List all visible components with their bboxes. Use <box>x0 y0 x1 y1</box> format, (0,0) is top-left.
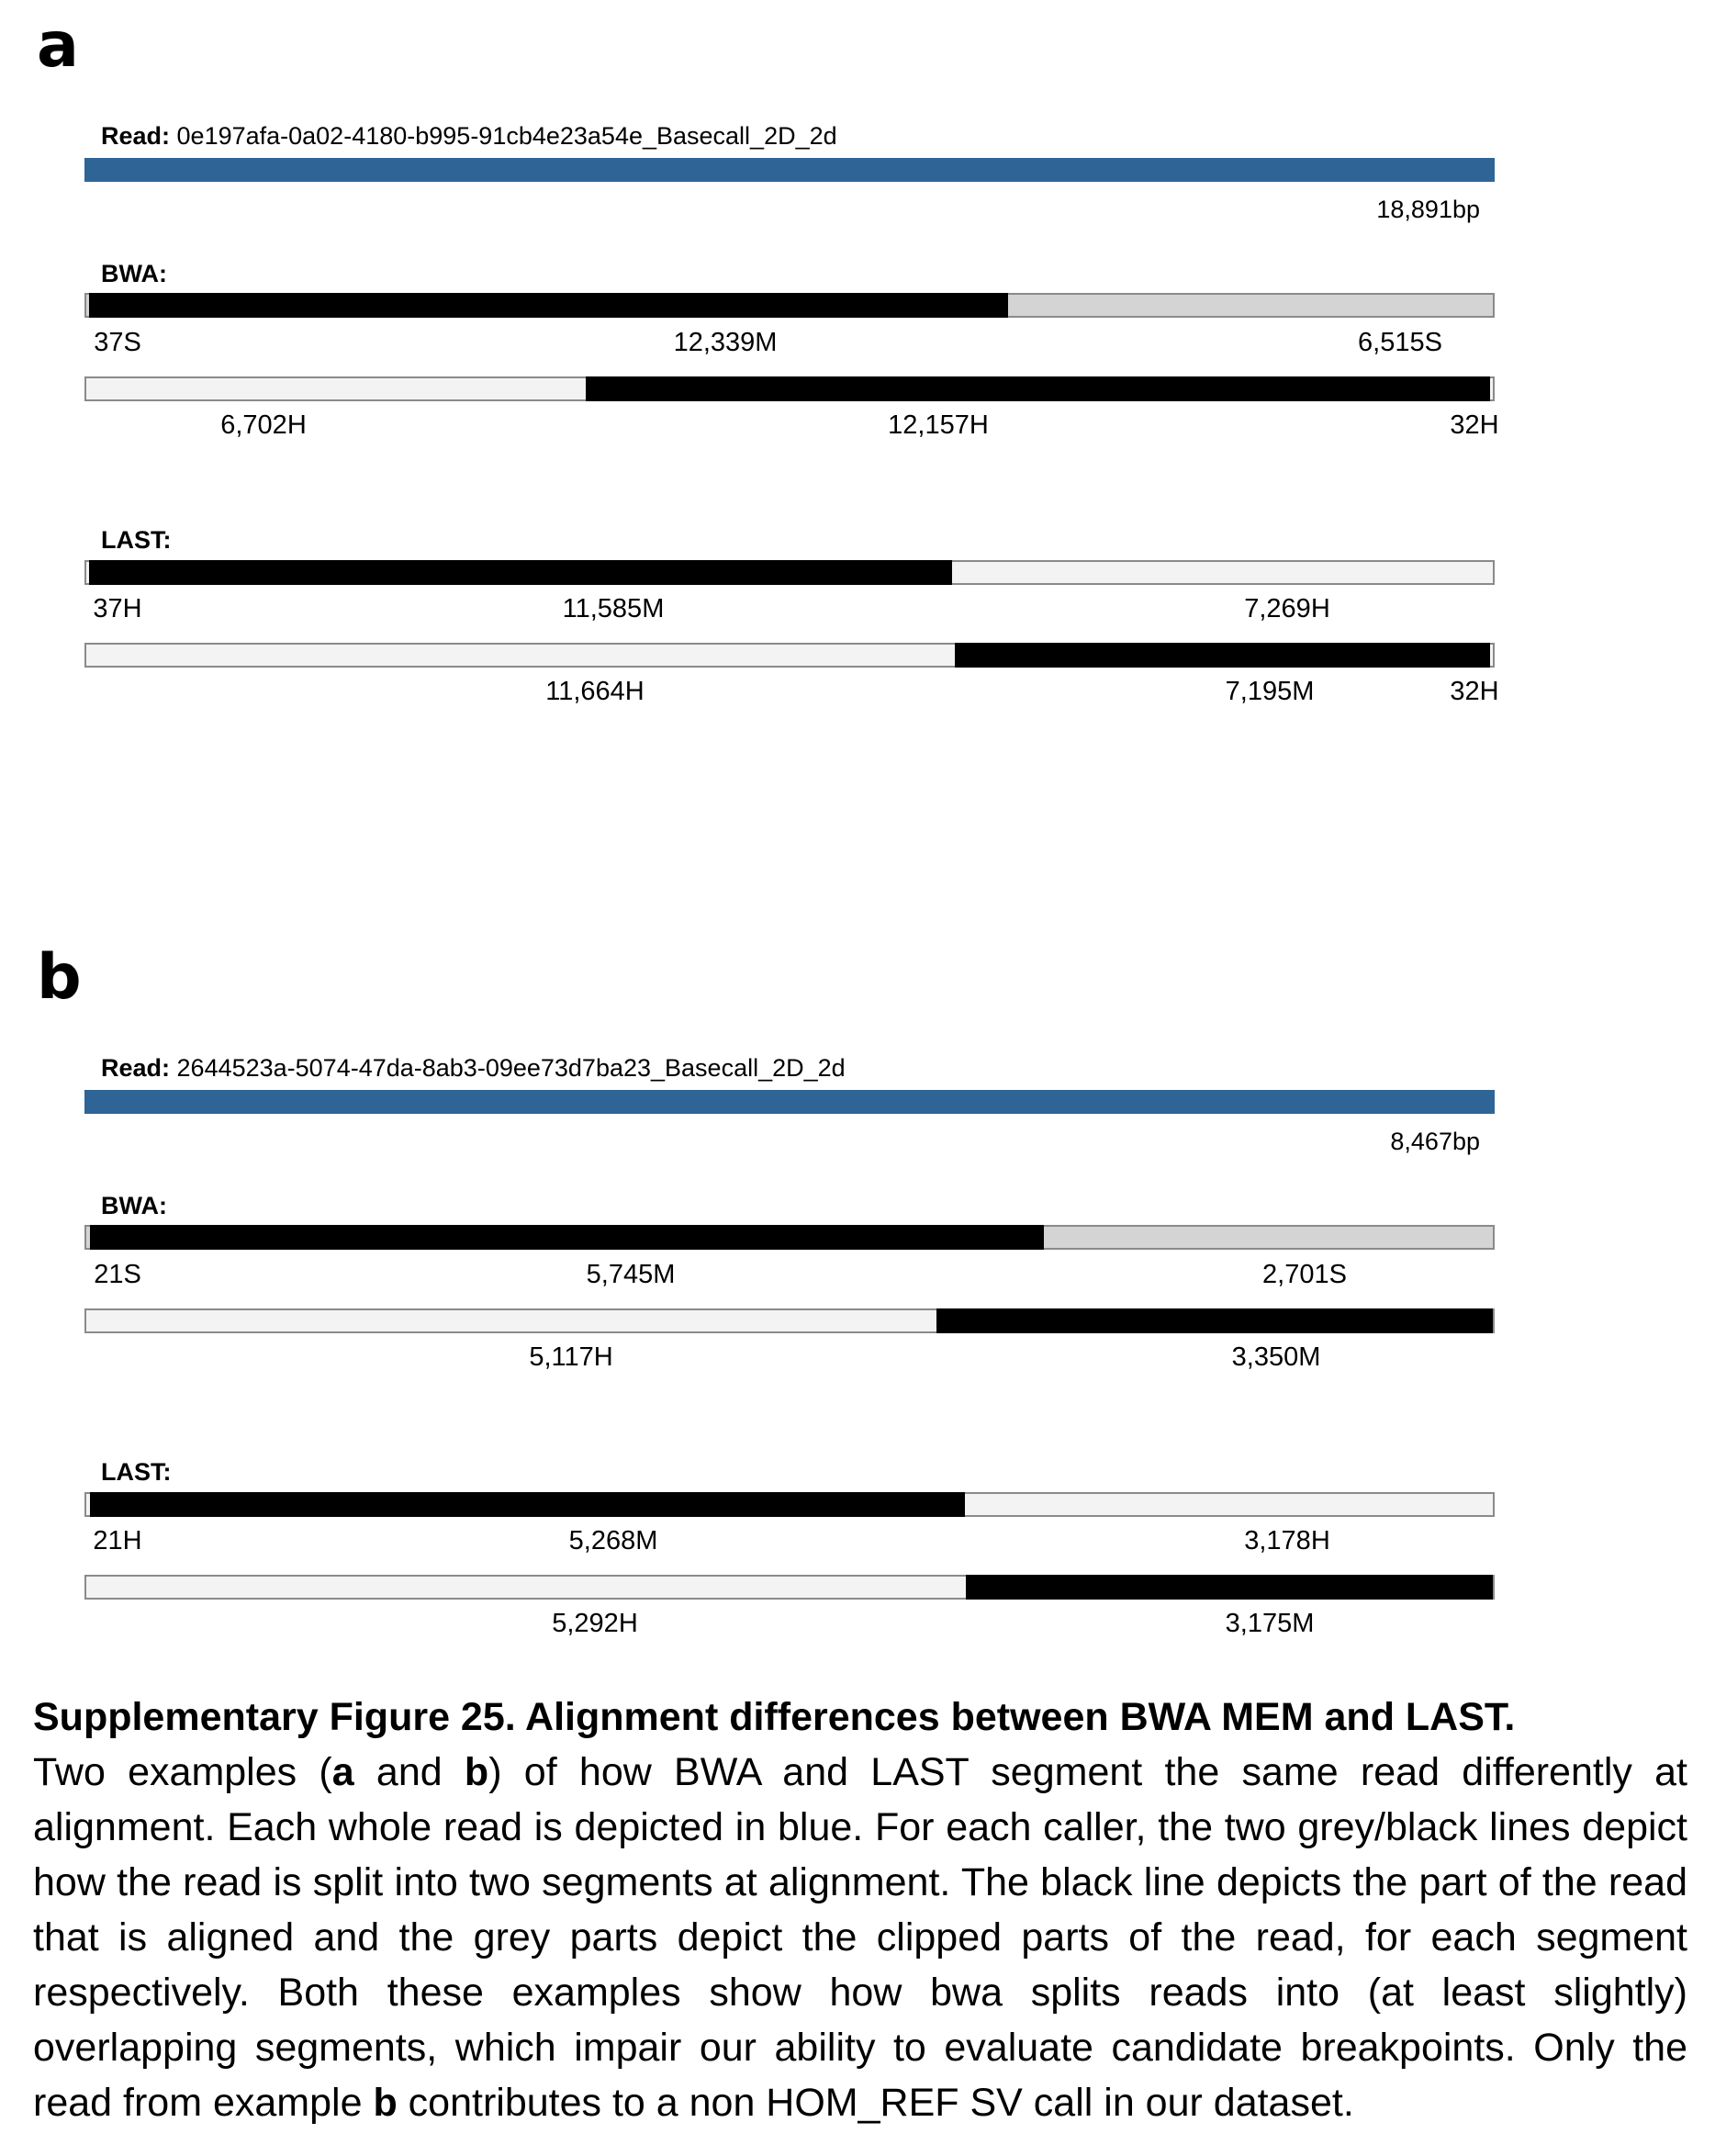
segment-label: 11,664H <box>545 677 645 706</box>
segment-track <box>84 1492 1495 1517</box>
read-id: 2644523a-5074-47da-8ab3-09ee73d7ba23_Basecall_2D_2d <box>176 1054 846 1082</box>
segment-label: 3,178H <box>1244 1526 1330 1555</box>
read-length: 8,467bp <box>1390 1128 1480 1155</box>
caller-label-last: LAST: <box>101 1458 172 1486</box>
read-label: Read: <box>101 1054 171 1082</box>
segment-label: 37H <box>93 594 142 623</box>
segment-label: 21S <box>94 1260 141 1289</box>
read-bar <box>84 1090 1495 1114</box>
soft-clip-segment <box>1044 1227 1493 1248</box>
hard-clip-segment <box>86 645 955 666</box>
read-label: Read: <box>101 122 171 150</box>
segment-label: 7,195M <box>1225 677 1315 706</box>
aligned-segment <box>89 293 1008 318</box>
segment-label: 12,339M <box>673 328 778 357</box>
caption-title: Supplementary Figure 25. Alignment differences between BWA MEM and LAST. <box>33 1695 1516 1739</box>
segment-track <box>84 1308 1495 1333</box>
segment-track <box>84 1225 1495 1250</box>
caller-label-bwa: BWA: <box>101 1192 167 1219</box>
segment-label: 37S <box>94 328 141 357</box>
panel-letter-a: a <box>37 9 79 82</box>
segment-track <box>84 376 1495 401</box>
hard-clip-segment <box>1490 378 1493 399</box>
segment-label: 2,701S <box>1262 1260 1347 1289</box>
segment-label: 5,117H <box>529 1342 613 1372</box>
panel-letter-b: b <box>37 941 82 1014</box>
segment-label: 32H <box>1450 677 1499 706</box>
figure-caption <box>33 1690 1687 2130</box>
hard-clip-segment <box>952 562 1493 583</box>
segment-label: 3,350M <box>1231 1342 1321 1372</box>
aligned-segment <box>89 560 952 585</box>
read-length: 18,891bp <box>1376 196 1480 223</box>
caller-label-last: LAST: <box>101 526 172 554</box>
soft-clip-segment <box>1008 295 1493 316</box>
aligned-segment <box>955 643 1490 668</box>
segment-label: 3,175M <box>1225 1609 1315 1638</box>
hard-clip-segment <box>1490 645 1493 666</box>
caller-label-bwa: BWA: <box>101 260 167 287</box>
aligned-segment <box>90 1225 1044 1250</box>
segment-track <box>84 643 1495 668</box>
hard-clip-segment <box>965 1494 1493 1515</box>
segment-track <box>84 560 1495 585</box>
segment-label: 11,585M <box>562 594 665 623</box>
aligned-segment <box>966 1575 1493 1600</box>
segment-label: 21H <box>93 1526 142 1555</box>
segment-label: 6,702H <box>220 410 307 440</box>
segment-label: 6,515S <box>1358 328 1442 357</box>
hard-clip-segment <box>86 1577 966 1598</box>
aligned-segment <box>936 1308 1493 1333</box>
aligned-segment <box>90 1492 965 1517</box>
segment-label: 12,157H <box>888 410 989 440</box>
segment-track <box>84 1575 1495 1600</box>
aligned-segment <box>586 376 1491 401</box>
read-id-line-b <box>101 1054 846 1083</box>
read-bar <box>84 158 1495 182</box>
segment-label: 5,745M <box>586 1260 676 1289</box>
hard-clip-segment <box>86 1310 936 1331</box>
segment-label: 5,292H <box>552 1609 638 1638</box>
caption-body: Two examples (a and b) of how BWA and LAST segment the same read differently at alignment. Each whole read is depicted in blue. For each caller, the two grey/black lines depict how the read is split into two segments at alignment. The black line depicts the part of the read that is aligned and the grey parts depict the clipped parts of the read, for each segment respectively. Both these examples show how bwa splits reads into (at least slightly) overlapping segments, which impair our ability to evaluate candidate breakpoints. Only the read from example b contributes to a non HOM_REF SV call in our dataset. <box>33 1750 1688 2125</box>
read-id-line-a <box>101 122 837 151</box>
read-id: 0e197afa-0a02-4180-b995-91cb4e23a54e_Basecall_2D_2d <box>176 122 837 150</box>
segment-label: 32H <box>1450 410 1499 440</box>
segment-track <box>84 293 1495 318</box>
segment-label: 7,269H <box>1244 594 1330 623</box>
segment-label: 5,268M <box>568 1526 658 1555</box>
hard-clip-segment <box>86 378 586 399</box>
